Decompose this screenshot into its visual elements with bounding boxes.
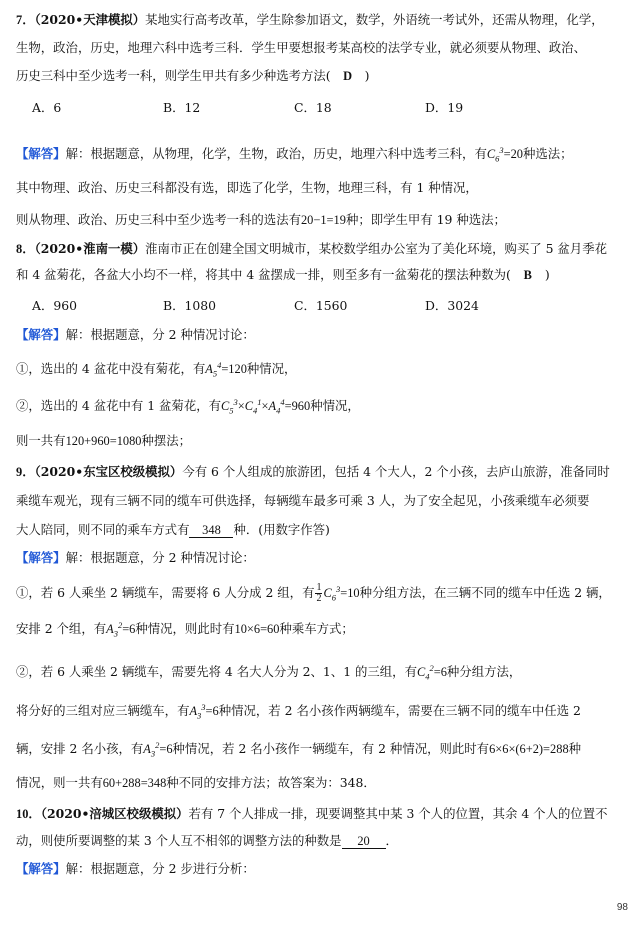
q8-solution-line1 [16,327,630,343]
q9-sol5a: 将分好的三组对应三辆缆车，有 [16,703,190,718]
q9-sol4a: ②，若 6 人乘坐 2 辆缆车，需要先将 4 名大人分为 2、1、1 的三组，有 [16,664,417,679]
q7-stem-line2: 生物，政治，历史，地理六科中选考三科．学生甲要想报考某高校的法学专业，就必须要从物理、政治、 [16,40,586,55]
q7-stem-line3 [16,68,630,84]
q8-answer: B [523,268,532,282]
q7-sol1a: 解：根据题意，从物理，化学，生物，政治，历史，地理六科中选考三科，有 [65,146,487,161]
q9-solution-line7 [16,775,630,791]
q7-eq2: 20−1=19 [300,213,346,227]
q9-sol6c: 种 [568,741,582,756]
q7-solution-line2: 其中物理、政治、历史三科都没有选，即选了化学，生物，地理三科，有 1 种情况， [16,180,478,195]
q9-sol6b: 种情况，若 2 名小孩作一辆缆车，有 2 种情况，则此时有 [172,741,490,756]
q7-formula-c63: $C_6^3$ [486,144,504,164]
q9-sol6a: 辆，安排 2 名小孩，有 [16,741,144,756]
q9-sol3c: 种乘车方式； [279,621,354,636]
q9-solution-line6 [16,741,630,757]
q10-text2a: 动，则使所要调整的某 3 个人互不相邻的调整方法的种数是 [16,833,342,848]
q7-stem-line1 [16,12,630,28]
q9-sol1: 解：根据题意，分 2 种情况讨论： [65,550,255,565]
q7-text3: 历史三科中至少选考一科，则学生甲共有多少种选考方法( [16,68,331,83]
q7-solution-line1 [16,146,630,162]
q9-solution-tag: 【解答】 [16,550,66,565]
q7-sol1b: 种选法； [523,146,573,161]
q9-formula-a33: $A_3^3$ [189,701,206,721]
q9-solution-line4 [16,664,630,680]
q9-answer-blank: 348 [189,523,233,538]
q8-sol3b: 种情况， [310,398,360,413]
q8-solution-line2 [16,361,630,377]
q9-formula-a32: $A_3^2$ [106,619,123,639]
q7-number: 7． [16,13,35,27]
q9-solution-line1 [16,550,630,566]
q8-solution-tag: 【解答】 [16,327,66,342]
q8-stem-line1 [16,241,630,257]
q8-option-d: D．3024 [425,298,479,313]
q8-option-c: C．1560 [294,298,348,313]
q8-sol2a: ①，选出的 4 盆花中没有菊花，有 [16,361,206,376]
q8-stem-line2 [16,267,630,283]
q7-options [32,100,630,116]
q7-text1: 某地实行高考改革，学生除参加语文，数学，外语统一考试外，还需从物理，化学， [145,12,604,27]
q10-stem-line1 [16,806,630,822]
q9-eq1-rhs: =10 [340,586,360,600]
q9-eq8: 60+288=348 [102,776,167,790]
q7-sol3b: 种；即学生甲有 19 种选法； [345,212,506,227]
page-number: 98 [616,902,628,913]
q7-option-b: B．12 [163,100,201,115]
q9-sol3b: 种情况，则此时有 [135,621,235,636]
q8-eq2-rhs: =960 [284,399,311,413]
q10-text1: 若有 7 个人排成一排，现要调整其中某 3 个人的位置，其余 4 个人的位置不 [188,806,608,821]
q8-text1: 淮南市正在创建全国文明城市，某校数学组办公室为了美化环境，购买了 5 盆月季花 [145,241,607,256]
q9-stem-line2: 乘缆车观光，现有三辆不同的缆车可供选择，每辆缆车最多可乘 3 人，为了安全起见，小孩乘缆车必须要 [16,493,590,508]
q9-solution-line5 [16,703,630,719]
q10-source: （2020•涪城区校级模拟） [40,806,189,821]
q8-formula-c53: $C_5^3$ [221,396,238,416]
q8-eq1-rhs: =120 [221,362,247,376]
q7-close-paren: ) [364,68,370,83]
q8-close-paren: ) [544,267,550,282]
q8-formula-c41: $C_4^1$ [244,396,262,416]
q10-sol1: 解：根据题意，分 2 步进行分析： [65,861,255,876]
q9-eq2-rhs: =6 [122,622,136,636]
q9-eq6-rhs: =6 [159,742,173,756]
q8-eq3: 120+960=1080 [65,434,142,448]
q9-sol4b: 种分组方法， [446,664,522,679]
q9-eq7: 6×6×(6+2)=288 [489,742,569,756]
q10-answer-blank: 20 [342,834,386,849]
q9-frac-den: 2 [316,593,322,604]
q8-formula-a54: $A_5^4$ [205,359,222,379]
q9-sol3a: 安排 2 个组，有 [16,621,107,636]
q8-option-b: B．1080 [163,298,217,313]
q8-number: 8． [16,242,35,256]
q9-stem-line3 [16,522,630,538]
q8-sol1: 解：根据题意，分 2 种情况讨论： [65,327,255,342]
q7-source: （2020•天津模拟） [34,12,146,27]
q8-solution-line4 [16,433,630,449]
q9-formula-c63: $C_6^3$ [323,583,341,603]
q9-formula-c42: $C_4^2$ [416,662,434,682]
q9-fraction [315,583,322,604]
q7-eq1-rhs: =20 [503,147,523,161]
q8-times-1: × [237,399,245,413]
q8-sol3a: ②，选出的 4 盆花中有 1 盆菊花，有 [16,398,221,413]
q10-stem-line2 [16,833,630,849]
q9-source: （2020•东宝区校级模拟） [34,464,183,479]
q7-answer: D [343,69,353,83]
q8-options [32,298,630,314]
q7-solution-line3 [16,212,630,228]
q9-text3b: 种．(用数字作答) [233,522,330,537]
q10-solution-line1 [16,861,630,877]
q8-sol4b: 种摆法； [141,433,192,448]
q9-number: 9． [16,465,35,479]
q10-text2b: ． [385,833,398,848]
q8-option-a: A．960 [32,298,77,313]
q9-eq4-rhs: =6 [433,665,447,679]
q9-stem-line1 [16,464,630,480]
q9-sol2a: ①，若 6 人乘坐 2 辆缆车，需要将 6 人分成 2 组，有 [16,585,315,600]
q8-source: （2020•淮南一模） [34,241,146,256]
q9-solution-line2 [16,583,630,604]
q7-solution-tag: 【解答】 [16,146,66,161]
q7-sol3a: 则从物理、政治、历史三科中至少选考一科的选法有 [16,212,301,227]
q8-sol2b: 种情况， [246,361,297,376]
q7-option-a: A．6 [32,100,62,115]
q9-sol7a: 情况，则一共有 [16,775,103,790]
q9-sol7b: 种不同的安排方法；故答案为：348． [166,775,376,790]
q9-sol5b: 种情况，若 2 名小孩作两辆缆车，需要在三辆不同的缆车中任选 2 [218,703,581,718]
q10-number: 10． [16,807,41,821]
q7-option-d: D．19 [425,100,464,115]
q7-option-c: C．18 [294,100,332,115]
q8-text2: 和 4 盆菊花，各盆大小均不一样，将其中 4 盆摆成一排，则至多有一盆菊花的摆法种数为( [16,267,511,282]
q10-solution-tag: 【解答】 [16,861,66,876]
q9-frac-num: 1 [316,582,322,593]
q8-times-2: × [261,399,269,413]
q8-formula-a44: $A_4^4$ [268,396,285,416]
q9-text1: 今有 6 个人组成的旅游团，包括 4 个大人，2 个小孩，去庐山旅游，准备同时 [182,464,610,479]
q9-solution-line3 [16,621,630,637]
q8-solution-line3 [16,398,630,414]
q9-eq3: 10×6=60 [234,622,280,636]
q9-formula-a32b: $A_3^2$ [143,739,160,759]
q8-sol4a: 则一共有 [16,433,66,448]
q9-sol2b: 种分组方法，在三辆不同的缆车中任选 2 辆， [359,585,611,600]
q9-text3a: 大人陪同，则不同的乘车方式有 [16,522,190,537]
q9-eq5-rhs: =6 [205,704,219,718]
